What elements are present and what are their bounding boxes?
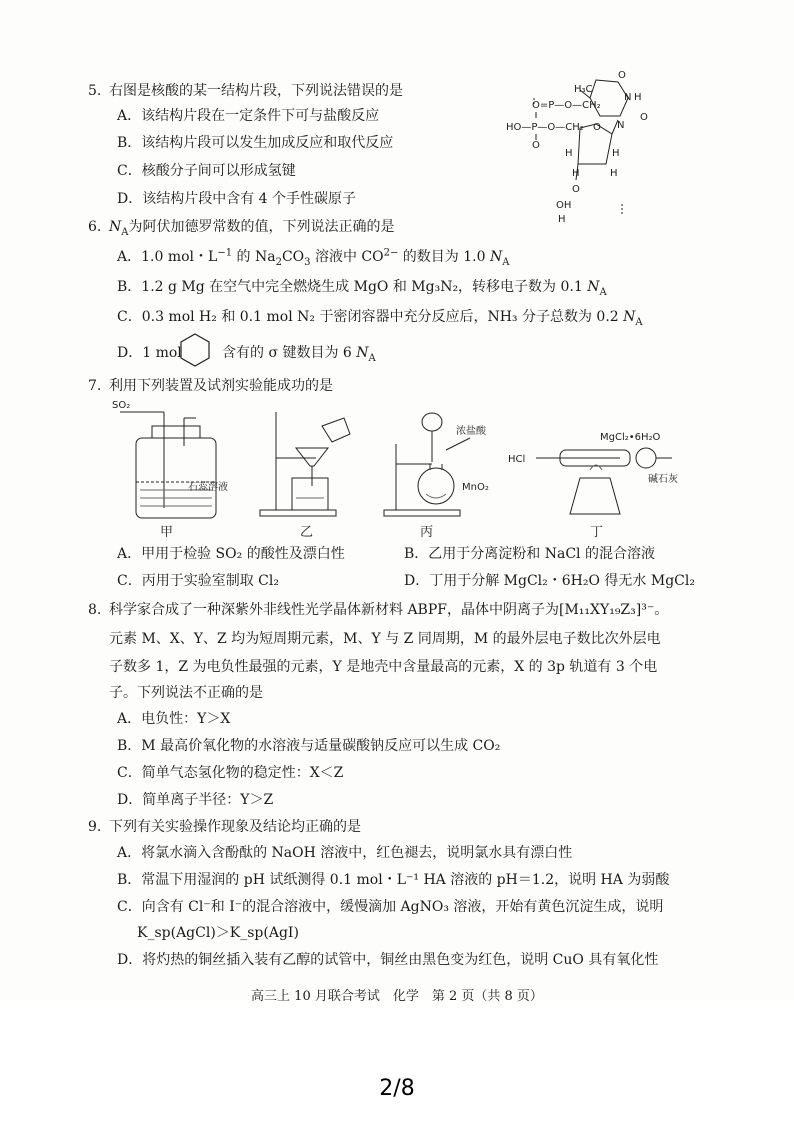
question-9-option-b: B．常温下用湿润的 pH 试纸测得 0.1 mol・L⁻¹ HA 溶液的 pH＝1.2，说明 HA 为弱酸 — [117, 872, 670, 888]
structure-label: H — [634, 92, 642, 103]
label-mgcl2: MgCl₂•6H₂O — [600, 432, 661, 443]
structure-label: H₃C — [574, 84, 593, 95]
structure-label: H — [565, 148, 573, 159]
question-9-option-c: C．向含有 Cl⁻和 I⁻的混合溶液中，缓慢滴加 AgNO₃ 溶液，开始有黄色沉淀生成，说明 — [117, 899, 664, 915]
structure-label: O — [593, 122, 601, 133]
question-6-option-a: A．1.0 mol・$L^{-1}$ 的 $Na_2CO_3$ 溶液中 $CO^{2-}$ 的数目为 1.0 $N_A$ — [117, 247, 510, 268]
label-yi: 乙 — [300, 525, 314, 540]
label-hcl: HCl — [508, 454, 526, 465]
question-6-stem: $N_A$为阿伏加德罗常数的值，下列说法正确的是 — [109, 219, 395, 238]
question-8-option-c: C．简单气态氢化物的稳定性：X＜Z — [117, 765, 344, 781]
benzene-ring-icon — [178, 332, 212, 368]
question-8-option-b: B．M 最高价氧化物的水溶液与适量碳酸钠反应可以生成 CO₂ — [117, 738, 501, 754]
label-soda-lime: 碱石灰 — [648, 474, 678, 485]
structure-label: HO—P—O—CH₂ — [506, 122, 584, 133]
question-7-number: 7. — [88, 378, 102, 394]
question-9-option-c-cont: K_sp(AgCl)＞K_sp(AgI) — [137, 925, 299, 941]
structure-label: H — [572, 168, 580, 179]
question-5-number: 5. — [88, 83, 102, 99]
question-7-option-a: A．甲用于检验 SO₂ 的酸性及漂白性 — [117, 546, 345, 562]
question-8-option-a: A．电负性：Y＞X — [117, 711, 231, 727]
question-7-option-d: D．丁用于分解 MgCl₂・6H₂O 得无水 MgCl₂ — [404, 573, 695, 589]
structure-label: H — [612, 148, 620, 159]
question-6-number: 6. — [88, 219, 102, 235]
label-ding: 丁 — [590, 525, 604, 540]
question-7-option-b: B．乙用于分离淀粉和 NaCl 的混合溶液 — [404, 546, 655, 562]
question-7-stem: 利用下列装置及试剂实验能成功的是 — [109, 378, 333, 394]
structure-label: O=P—O—CH₂ — [532, 100, 601, 111]
question-6-option-d-post: 含有的 σ 键数目为 6 $N_A$ — [222, 345, 376, 364]
label-litmus: 石蕊溶液 — [188, 482, 228, 493]
structure-label: OH — [556, 200, 572, 211]
structure-label: N — [617, 120, 625, 131]
page-footer: 高三上 10 月联合考试 化学 第 2 页（共 8 页） — [251, 989, 543, 1004]
question-9-stem: 下列有关实验操作现象及结论均正确的是 — [109, 819, 361, 835]
page-indicator: 2/8 — [379, 1076, 415, 1101]
question-5-option-c: C．核酸分子间可以形成氢键 — [117, 163, 296, 179]
structure-label: O — [640, 112, 648, 123]
question-8-line: 子数多 1，Z 为电负性最强的元素，Y 是地壳中含量最高的元素，X 的 3p 轨道有 3 个电 — [109, 659, 658, 675]
question-8-line: 元素 M、X、Y、Z 均为短周期元素，M、Y 与 Z 同周期，M 的最外层电子数比次外层电 — [109, 631, 661, 647]
structure-label: O — [532, 140, 540, 151]
question-5-option-a: A．该结构片段在一定条件下可与盐酸反应 — [117, 108, 380, 124]
question-7-option-c: C．丙用于实验室制取 Cl₂ — [117, 573, 279, 589]
label-conc-hcl: 浓盐酸 — [456, 426, 486, 437]
label-jia: 甲 — [160, 525, 174, 540]
structure-label: H — [610, 168, 618, 179]
question-5-stem: 右图是核酸的某一结构片段，下列说法错误的是 — [109, 83, 403, 99]
question-9-option-a: A．将氯水滴入含酚酞的 NaOH 溶液中，红色褪去，说明氯水具有漂白性 — [117, 845, 573, 861]
question-8-line: 科学家合成了一种深紫外非线性光学晶体新材料 ABPF，晶体中阴离子为[M₁₁XY₁₉Z₃]³⁻。 — [109, 602, 669, 618]
structure-label: N — [624, 92, 632, 103]
structure-label: O — [618, 70, 626, 81]
question-5-option-d: D．该结构片段中含有 4 个手性碳原子 — [117, 191, 357, 207]
label-bing: 丙 — [420, 525, 434, 540]
structure-label: O — [572, 184, 580, 195]
question-8-number: 8. — [88, 602, 102, 618]
question-8-line: 子。下列说法不正确的是 — [109, 685, 263, 701]
nucleotide-structure-figure — [500, 68, 680, 225]
label-so2: SO₂ — [112, 400, 131, 411]
question-9-number: 9. — [88, 819, 102, 835]
question-9-option-d: D．将灼热的铜丝插入装有乙醇的试管中，铜丝由黑色变为红色，说明 CuO 具有氧化性 — [117, 952, 659, 968]
question-6-option-b: B．1.2 g Mg 在空气中完全燃烧生成 MgO 和 Mg₃N₂，转移电子数为 0.1 $N_A$ — [117, 279, 607, 298]
question-8-option-d: D．简单离子半径：Y＞Z — [117, 792, 274, 808]
apparatus-figure — [100, 398, 700, 543]
question-6-option-c: C．0.3 mol H₂ 和 0.1 mol N₂ 于密闭容器中充分反应后，NH₃ 分子总数为 0.2 $N_A$ — [117, 309, 643, 328]
label-mno2: MnO₂ — [462, 482, 489, 493]
question-5-option-b: B．该结构片段可以发生加成反应和取代反应 — [117, 135, 394, 151]
structure-label: H — [558, 214, 566, 225]
question-6-option-d-pre: D．1 mol — [117, 345, 182, 361]
